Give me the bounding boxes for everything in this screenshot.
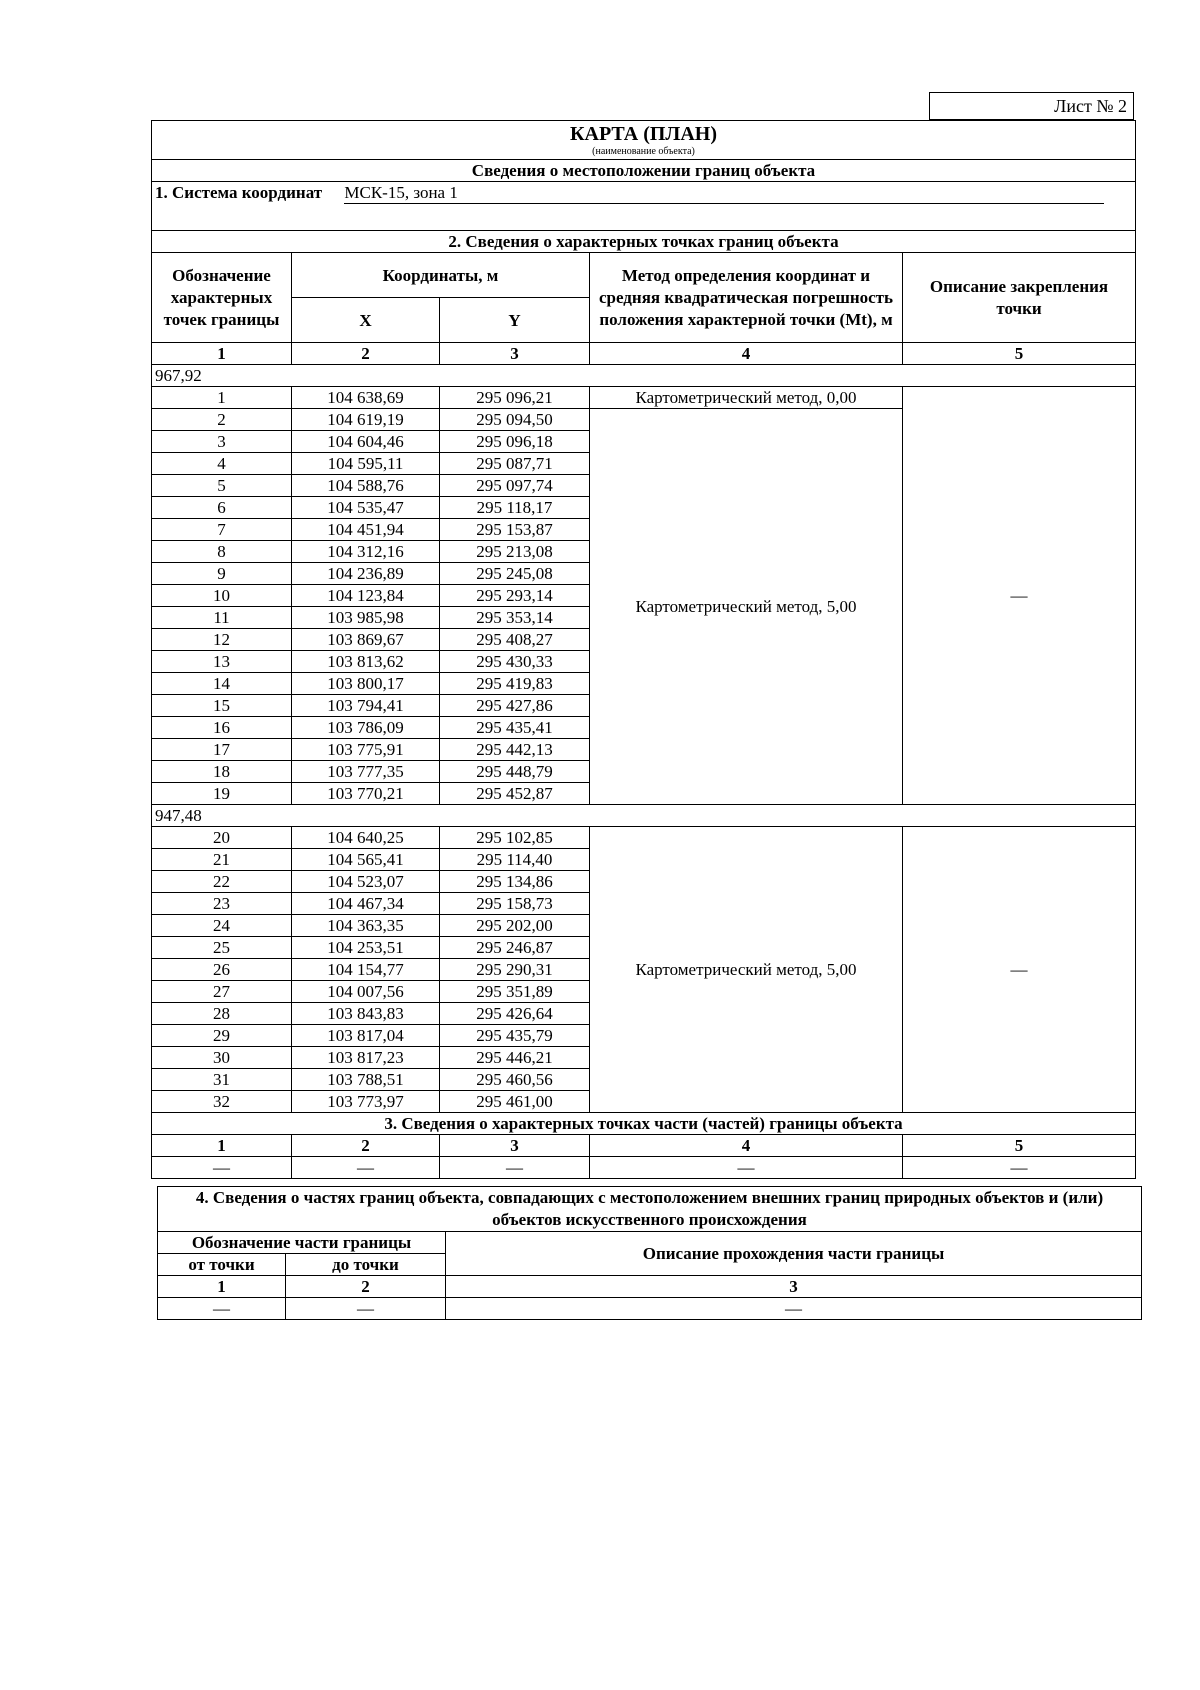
coord-x: 104 312,16 (292, 541, 440, 563)
col-number: 3 (446, 1276, 1142, 1298)
point-number: 32 (152, 1091, 292, 1113)
coord-y: 295 353,14 (440, 607, 590, 629)
point-number: 11 (152, 607, 292, 629)
header-method: Метод определения координат и средняя квадратическая погрешность положения характерной точки (Mt), м (590, 253, 903, 343)
coord-y: 295 460,56 (440, 1069, 590, 1091)
coord-x: 103 800,17 (292, 673, 440, 695)
coord-x: 103 773,97 (292, 1091, 440, 1113)
sheet-number: Лист № 2 (929, 92, 1134, 120)
point-number: 13 (152, 651, 292, 673)
title-cell (152, 121, 1136, 160)
point-number: 2 (152, 409, 292, 431)
point-number: 18 (152, 761, 292, 783)
point-number: 28 (152, 1003, 292, 1025)
coord-y: 295 419,83 (440, 673, 590, 695)
coord-x: 104 640,25 (292, 827, 440, 849)
part-label: Обозначение части границы (158, 1232, 446, 1254)
method-cell: Картометрический метод, 5,00 (590, 409, 903, 805)
coord-y: 295 096,18 (440, 431, 590, 453)
coord-x: 103 817,04 (292, 1025, 440, 1047)
dash-cell: — (446, 1298, 1142, 1320)
col-number: 4 (590, 343, 903, 365)
section4-table (157, 1186, 1142, 1320)
coord-x: 104 363,35 (292, 915, 440, 937)
main-table (151, 120, 1136, 1179)
point-number: 25 (152, 937, 292, 959)
coord-y: 295 245,08 (440, 563, 590, 585)
coord-y: 295 118,17 (440, 497, 590, 519)
col-number: 5 (903, 343, 1136, 365)
to-point-header: до точки (286, 1254, 446, 1276)
coord-x: 103 843,83 (292, 1003, 440, 1025)
coord-y: 295 293,14 (440, 585, 590, 607)
point-number: 24 (152, 915, 292, 937)
point-number: 26 (152, 959, 292, 981)
coord-y: 295 097,74 (440, 475, 590, 497)
point-number: 5 (152, 475, 292, 497)
point-number: 12 (152, 629, 292, 651)
point-number: 20 (152, 827, 292, 849)
part-description-header: Описание прохождения части границы (446, 1232, 1142, 1276)
header-point-label: Обозначение характерных точек границы (152, 253, 292, 343)
coord-x: 104 535,47 (292, 497, 440, 519)
point-number: 17 (152, 739, 292, 761)
section2-title: 2. Сведения о характерных точках границ объекта (152, 231, 1136, 253)
coord-y: 295 153,87 (440, 519, 590, 541)
coord-y: 295 461,00 (440, 1091, 590, 1113)
coord-x: 103 985,98 (292, 607, 440, 629)
group-label: 947,48 (152, 805, 1136, 827)
coord-x: 104 595,11 (292, 453, 440, 475)
coord-y: 295 408,27 (440, 629, 590, 651)
coord-x: 104 588,76 (292, 475, 440, 497)
coord-x: 103 794,41 (292, 695, 440, 717)
coord-y: 295 351,89 (440, 981, 590, 1003)
dash-cell: — (152, 1157, 292, 1179)
dash-cell: — (590, 1157, 903, 1179)
table-row (152, 827, 1136, 849)
coord-x: 104 523,07 (292, 871, 440, 893)
coord-x: 104 236,89 (292, 563, 440, 585)
coord-x: 103 869,67 (292, 629, 440, 651)
section4-title: 4. Сведения о частях границ объекта, совпадающих с местоположением внешних границ природных объектов и (или) объектов искусственного происхождения (158, 1187, 1142, 1232)
col-number: 4 (590, 1135, 903, 1157)
method-cell: Картометрический метод, 5,00 (590, 827, 903, 1113)
dash-cell: — (292, 1157, 440, 1179)
coord-x: 104 154,77 (292, 959, 440, 981)
col-number: 1 (158, 1276, 286, 1298)
dash-cell: — (158, 1298, 286, 1320)
point-number: 8 (152, 541, 292, 563)
header-x: X (292, 298, 440, 343)
point-number: 23 (152, 893, 292, 915)
dash-cell: — (903, 1157, 1136, 1179)
group-label: 967,92 (152, 365, 1136, 387)
description-cell: — (903, 387, 1136, 805)
coord-x: 104 451,94 (292, 519, 440, 541)
section-header: Сведения о местоположении границ объекта (152, 160, 1136, 182)
coord-y: 295 427,86 (440, 695, 590, 717)
col-number: 2 (286, 1276, 446, 1298)
coord-y: 295 430,33 (440, 651, 590, 673)
description-cell: — (903, 827, 1136, 1113)
coord-y: 295 102,85 (440, 827, 590, 849)
header-description: Описание закрепления точки (903, 253, 1136, 343)
coord-y: 295 246,87 (440, 937, 590, 959)
page-title: КАРТА (ПЛАН) (570, 123, 717, 145)
section3-title: 3. Сведения о характерных точках части (частей) границы объекта (152, 1113, 1136, 1135)
coord-x: 103 813,62 (292, 651, 440, 673)
point-number: 3 (152, 431, 292, 453)
point-number: 22 (152, 871, 292, 893)
coord-y: 295 094,50 (440, 409, 590, 431)
point-number: 10 (152, 585, 292, 607)
coord-y: 295 202,00 (440, 915, 590, 937)
table-row (152, 387, 1136, 409)
col-number: 1 (152, 343, 292, 365)
point-number: 16 (152, 717, 292, 739)
coord-y: 295 448,79 (440, 761, 590, 783)
col-number: 1 (152, 1135, 292, 1157)
title-note: (наименование объекта) (592, 146, 695, 157)
point-number: 1 (152, 387, 292, 409)
coord-y: 295 290,31 (440, 959, 590, 981)
coord-x: 104 007,56 (292, 981, 440, 1003)
col-number: 2 (292, 1135, 440, 1157)
coord-y: 295 435,79 (440, 1025, 590, 1047)
from-point-header: от точки (158, 1254, 286, 1276)
coord-system-cell (152, 182, 1136, 231)
coord-y: 295 134,86 (440, 871, 590, 893)
header-coords: Координаты, м (292, 253, 590, 298)
coord-y: 295 452,87 (440, 783, 590, 805)
coord-x: 103 775,91 (292, 739, 440, 761)
coord-y: 295 442,13 (440, 739, 590, 761)
point-number: 9 (152, 563, 292, 585)
dash-cell: — (440, 1157, 590, 1179)
point-number: 29 (152, 1025, 292, 1047)
coord-y: 295 213,08 (440, 541, 590, 563)
dash-cell: — (286, 1298, 446, 1320)
coord-x: 103 770,21 (292, 783, 440, 805)
col-number: 3 (440, 1135, 590, 1157)
point-number: 7 (152, 519, 292, 541)
point-number: 21 (152, 849, 292, 871)
header-y: Y (440, 298, 590, 343)
coord-x: 104 123,84 (292, 585, 440, 607)
coord-y: 295 158,73 (440, 893, 590, 915)
coord-y: 295 435,41 (440, 717, 590, 739)
coord-system-value: МСК-15, зона 1 (344, 182, 1104, 204)
coord-x: 104 638,69 (292, 387, 440, 409)
coord-y: 295 446,21 (440, 1047, 590, 1069)
point-number: 6 (152, 497, 292, 519)
point-number: 15 (152, 695, 292, 717)
coord-x: 104 565,41 (292, 849, 440, 871)
point-number: 4 (152, 453, 292, 475)
coord-y: 295 096,21 (440, 387, 590, 409)
coord-x: 103 786,09 (292, 717, 440, 739)
coord-x: 103 788,51 (292, 1069, 440, 1091)
method-cell: Картометрический метод, 0,00 (590, 387, 903, 409)
col-number: 5 (903, 1135, 1136, 1157)
col-number: 2 (292, 343, 440, 365)
point-number: 30 (152, 1047, 292, 1069)
coord-x: 104 467,34 (292, 893, 440, 915)
coord-y: 295 087,71 (440, 453, 590, 475)
coord-x: 104 619,19 (292, 409, 440, 431)
point-number: 14 (152, 673, 292, 695)
coord-x: 104 253,51 (292, 937, 440, 959)
col-number: 3 (440, 343, 590, 365)
coord-x: 103 817,23 (292, 1047, 440, 1069)
coord-x: 104 604,46 (292, 431, 440, 453)
coord-x: 103 777,35 (292, 761, 440, 783)
point-number: 19 (152, 783, 292, 805)
coord-system-label: 1. Система координат (155, 183, 323, 202)
point-number: 31 (152, 1069, 292, 1091)
coord-y: 295 426,64 (440, 1003, 590, 1025)
coord-y: 295 114,40 (440, 849, 590, 871)
point-number: 27 (152, 981, 292, 1003)
